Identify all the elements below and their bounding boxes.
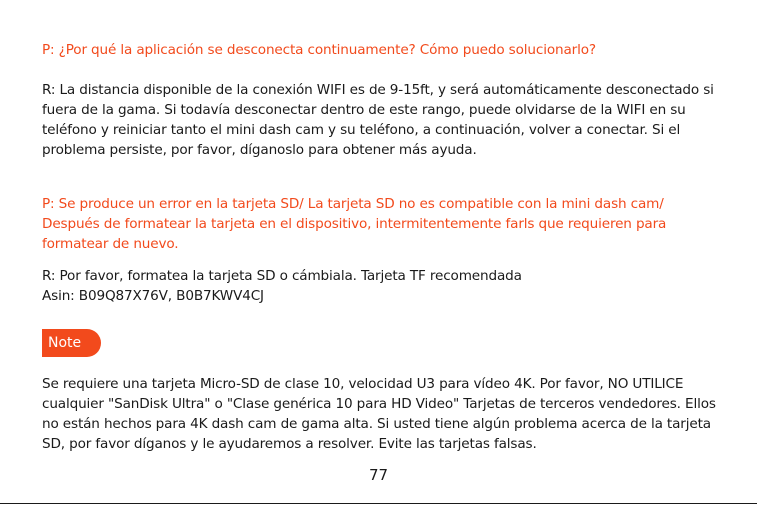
faq-answer-2-line-1: R: Por favor, formatea la tarjeta SD o cámbiala. Tarjeta TF recomendada <box>42 268 522 284</box>
faq-answer-2-line-2: Asin: B09Q87X76V, B0B7KWV4CJ <box>42 288 264 304</box>
note-text: Se requiere una tarjeta Micro-SD de clase 10, velocidad U3 para vídeo 4K. Por favor, NO UTILICE cualquier "SanDisk Ultra" o "Clase genérica 10 para HD Video" Tarjetas de terceros vendedores. Ellos no están hechos para 4K dash cam de gama alta. Si usted tiene algún problema acerca de la tarjeta SD, por favor díganos y le ayudaremos a resolver. Evite las tarjetas falsas. <box>42 376 716 452</box>
faq-question-1: P: ¿Por qué la aplicación se desconecta continuamente? Cómo puedo solucionarlo? <box>42 42 596 58</box>
note-badge: Note <box>42 329 101 357</box>
bottom-rule <box>0 503 757 504</box>
faq-question-2: P: Se produce un error en la tarjeta SD/ La tarjeta SD no es compatible con la mini dash cam/ Después de formatear la tarjeta en el dispositivo, intermitentemente farls que requieren para formatear de nuevo. <box>42 196 667 252</box>
faq-answer-2 <box>42 266 522 306</box>
faq-answer-1: R: La distancia disponible de la conexión WIFI es de 9-15ft, y será automáticamente desconectado si fuera de la gama. Si todavía desconectar dentro de este rango, puede olvidarse de la WIFI en su teléfono y reiniciar tanto el mini dash cam y su teléfono, a continuación, volver a conectar. Si el problema persiste, por favor, díganoslo para obtener más ayuda. <box>42 82 714 158</box>
page-number: 77 <box>368 466 389 484</box>
